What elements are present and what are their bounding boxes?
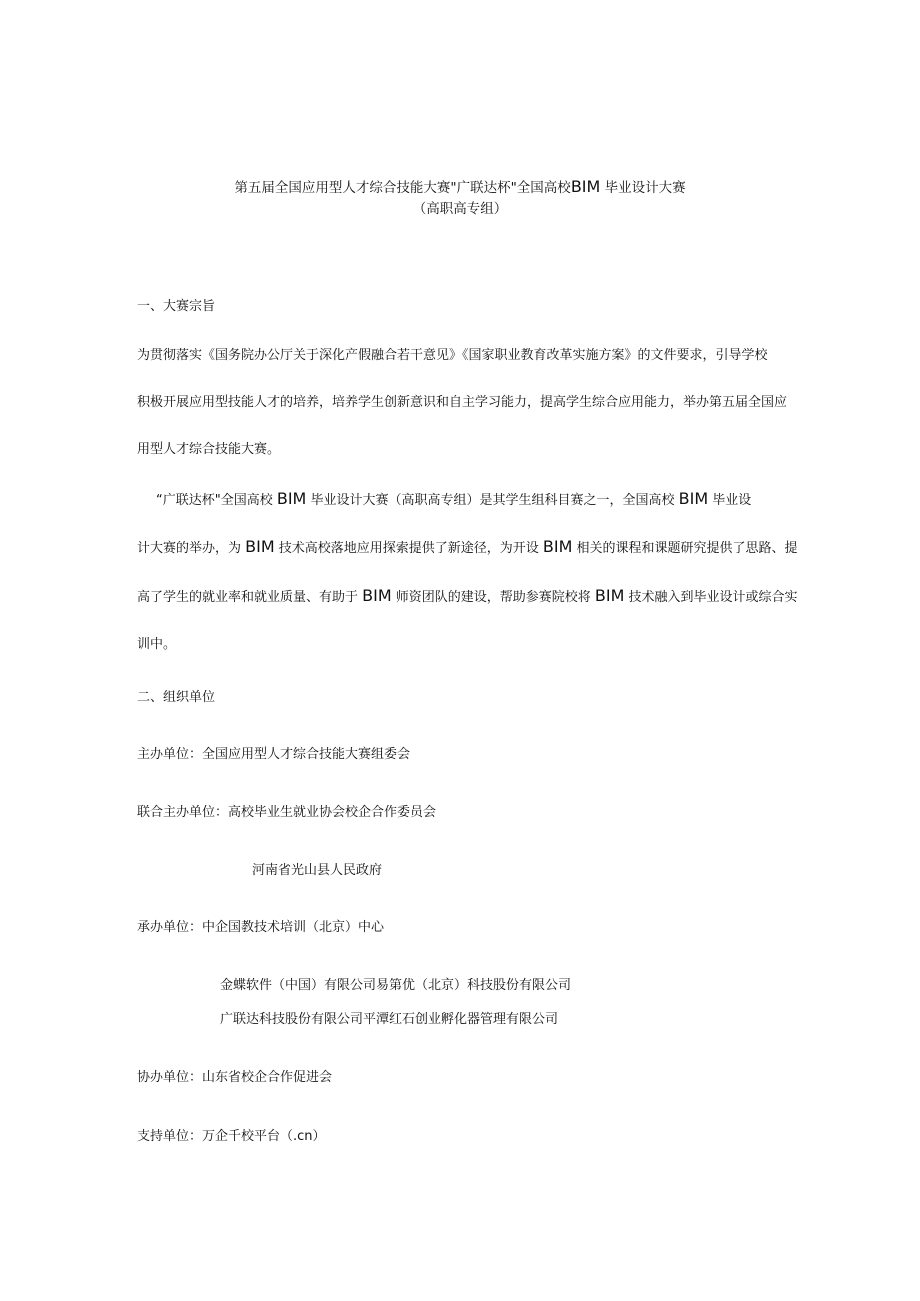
organizer-unit-2: 金蝶软件（中国）有限公司易第优（北京）科技股份有限公司	[220, 978, 572, 993]
title-text: 第五届全国应用型人才综合技能大赛"广联达杯"全国高校	[234, 180, 571, 196]
para2-text: 毕业设	[708, 493, 752, 508]
para2-text: 毕业设计大赛（高职高专组）是其学生组科目赛之一，全国高校	[306, 493, 679, 508]
para2-text: 高了学生的就业率和就业质量、有助于	[137, 590, 363, 605]
para2-bim: BIM	[276, 489, 307, 508]
para2-text: 技术融入到毕业设计或综合实	[624, 590, 798, 605]
title-text-end: 毕业设计大赛	[604, 180, 686, 196]
para1-line3: 用型人才综合技能大赛。	[137, 442, 281, 457]
para1-line1: 为贯彻落实《国务院办公厅关于深化产假融合若干意见》《国家职业教育改革实施方案》的文件要求，引导学校	[137, 348, 768, 363]
cohost-unit: 联合主办单位：高校毕业生就业协会校企合作委员会	[137, 805, 437, 820]
para2-bim: BIM	[362, 586, 392, 605]
para2-text: 相关的课程和课题研究提供了思路、提	[572, 541, 798, 556]
section-heading-organizers: 二、组织单位	[137, 690, 216, 705]
para2-text: “广联达杯"全国高校	[156, 493, 277, 508]
cohost-unit-2: 河南省光山县人民政府	[252, 863, 383, 878]
para2-bim: BIM	[594, 586, 625, 605]
host-unit: 主办单位：全国应用型人才综合技能大赛组委会	[137, 747, 411, 762]
para2-line4: 训中。	[137, 637, 177, 652]
para1-line2: 积极开展应用型技能人才的培养，培养学生创新意识和自主学习能力，提高学生综合应用能力，举办第五届全国应	[137, 395, 788, 410]
para2-line3	[137, 587, 798, 607]
para2-bim: BIM	[245, 537, 275, 556]
organizer-unit-3: 广联达科技股份有限公司平潭红石创业孵化器管理有限公司	[220, 1012, 559, 1027]
title-bim: BIM	[570, 177, 601, 196]
para2-line1	[156, 490, 751, 510]
para2-text: 计大赛的举办，为	[137, 541, 246, 556]
para2-text: 技术高校落地应用探索提供了新途径，为开设	[274, 541, 543, 556]
assist-unit: 协办单位：山东省校企合作促进会	[137, 1070, 333, 1085]
para2-bim: BIM	[542, 537, 573, 556]
para2-text: 师资团队的建设，帮助参赛院校将	[391, 590, 595, 605]
section-heading-purpose: 一、大赛宗旨	[137, 299, 216, 314]
support-unit: 支持单位：万企千校平台（.cn）	[137, 1129, 326, 1144]
para2-line2	[137, 538, 798, 558]
para2-bim: BIM	[678, 489, 709, 508]
organizer-unit: 承办单位：中企国教技术培训（北京）中心	[137, 920, 385, 935]
document-title	[0, 178, 920, 197]
document-subtitle: （高职高专组）	[412, 201, 508, 217]
